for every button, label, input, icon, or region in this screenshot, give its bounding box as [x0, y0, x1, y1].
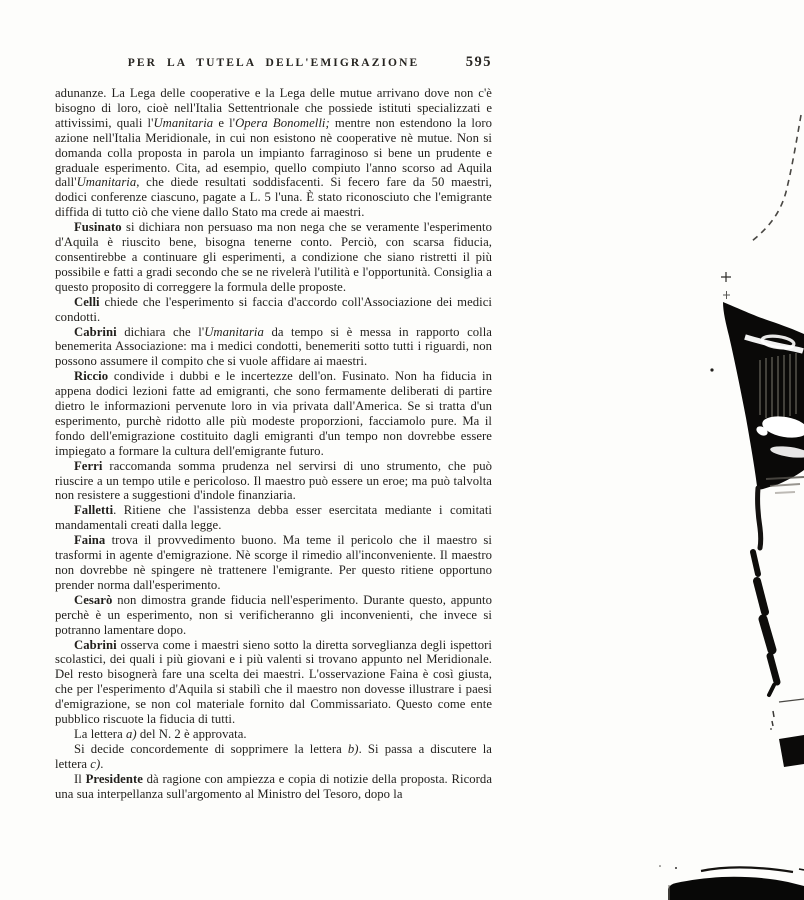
bottom-corner-band-mark [659, 865, 804, 900]
text-segment: dà ragione con ampiezza e copia di notizie della proposta. Ricorda una sua interpellanza sull'argomento al Ministro del Tesoro, dopo la [55, 771, 492, 801]
speaker-name: Faina [74, 533, 106, 548]
speaker-name: Cabrini [74, 324, 117, 339]
text-segment: Si decide concordemente di sopprimere la lettera [74, 741, 348, 756]
text-segment: si dichiara non persuaso ma non nega che se veramente l'esperimento d'Aquila è riuscito bene, bisogna tenerne conto. Perciò, con scarsa fiducia, consentirebbe a continuare gli esperimenti, a condizione che siano ristretti il più possibile e fatti a gradi secondo che se ne rivelerà l'utilità e l'opportunità. Consiglia a questo proposito di correggere la formula delle proposte. [55, 220, 492, 294]
speaker-name: Fusinato [74, 220, 122, 235]
text-segment: condivide i dubbi e le incertezze dell'on. Fusinato. Non ha fiducia in appena dodici lezioni fatte ad emigranti, che sono fermamente deliberati di partire dietro le informazioni pervenute loro in via privata dall'America. Se si tratta d'un esperimento, purchè ridotto alle più modeste proporzioni, facciamolo pure. Ma il fondo dell'emigrazione costituito dagli emigranti d'un tempo non dovrebbe essere impiegato a formare la cultura dell'emigrante futuro. [55, 369, 492, 458]
text-segment: non dimostra grande fiducia nell'esperimento. Durante questo, appunto perchè è un esperimento, non si verificheranno gli inconvenienti, che invece si potranno lamentare dopo. [55, 592, 492, 637]
text-segment: chiede che l'esperimento si faccia d'accordo coll'Associazione dei medici condotti. [55, 294, 492, 324]
vertical-ink-streak-mark [758, 488, 761, 548]
speaker-name: Falletti [74, 503, 114, 518]
diagonal-broken-streak-mark [753, 552, 777, 695]
paragraph [55, 727, 492, 742]
paragraph [55, 533, 492, 593]
small-ink-blot-mark [779, 735, 804, 767]
paragraph [55, 742, 492, 772]
page-number: 595 [465, 54, 492, 70]
speaker-name: Presidente [85, 771, 143, 786]
paragraph [55, 638, 492, 727]
paragraph [55, 593, 492, 638]
paragraph [55, 325, 492, 370]
text-segment: osserva come i maestri sieno sotto la diretta sorveglianza degli ispettori scolastici, dei quali i più giovani e i più valenti si trovano appunto nel Meridionale. Del resto bisognerà fare una scelta dei maestri. L'osservazione Faina è così giusta, che per l'esperimento d'Aquila si stabilì che il maestro non dovesse illustrare i paesi d'emigrazione, se non col materiale fornito dal Commissariato. Questo come ente pubblico riscuote la fiducia di tutti. [55, 637, 492, 727]
text-segment: del N. 2 è approvata. [136, 726, 247, 741]
text-segment: da tempo si è messa in rapporto colla benemerita Associazione: ma i medici condotti, benemeriti sotto tutti i riguardi, non possono assumere il compito che si vuole affidare ai maestri. [55, 324, 492, 369]
book-spine-blob-mark [723, 302, 804, 493]
speaker-name: Riccio [74, 369, 109, 384]
text-segment: , che diede resultati soddisfacenti. Si fecero fare da 50 maestri, dodici conferenze ciascuno, pagate a L. 5 l'una. È stato riconosciuto che l'emigrante diffida di tutto ciò che viene dallo Stato ma crede ai maestri. [55, 175, 492, 220]
paragraph [55, 295, 492, 325]
text-segment: Umanitaria [204, 324, 264, 339]
text-segment: c) [90, 756, 101, 771]
speaker-name: Cabrini [74, 637, 117, 652]
paragraph [55, 369, 492, 458]
text-segment: Il [74, 771, 86, 786]
text-segment: raccomanda somma prudenza nel servirsi di uno strumento, che può riuscire a un tempo utile e pericoloso. Il maestro può essere un eroe; ma può talvolta non resistere a suggestioni d'indole finanziaria. [55, 458, 492, 503]
text-segment: Umanitaria [76, 175, 137, 190]
text-segment: dichiara che l' [116, 324, 205, 339]
text-segment: . Si passa a discutere la lettera [55, 741, 492, 771]
paragraph [55, 86, 492, 220]
speaker-name: Celli [74, 294, 100, 309]
text-segment: a) [125, 726, 137, 741]
paragraph [55, 220, 492, 295]
text-segment: . Ritiene che l'assistenza debba esser esercitata mediante i comitati mandamentali creati dalla legge. [55, 503, 492, 533]
text-block [55, 86, 492, 802]
text-segment: trova il provvedimento buono. Ma teme il pericolo che il maestro si trasformi in agente d'emigrazione. Nè scorge il rimedio all'inconveniente. Il maestro non dovrebbe nè spingere nè trattenere l'emigrante. Per questo ritiene opportuno prender norma dall'esperimento. [55, 533, 492, 592]
running-title: PER LA TUTELA DELL'EMIGRAZIONE [127, 57, 420, 69]
paragraph [55, 459, 492, 504]
paragraph [55, 772, 492, 802]
ink-speck-trail-mark [710, 115, 801, 372]
text-segment: e l' [213, 115, 236, 130]
thin-rule-mark [770, 699, 804, 730]
page-header [55, 54, 492, 77]
text-segment: mentre non estendono la loro azione nell'Italia Meridionale, in cui non esistono nè cooperative nè mutue. Non si domanda colla proposta in parola un impianto farraginoso si bene un prudente e graduale esperimento. Cita, ad esempio, quello compiuto l'anno scorso ad Aquila dall' [55, 115, 493, 190]
speaker-name: Cesarò [74, 592, 113, 607]
text-segment: . [100, 756, 104, 771]
paragraph [55, 503, 492, 533]
text-segment: La lettera [74, 726, 126, 741]
text-segment: adunanze. La Lega delle cooperative e la Lega delle mutue arrivano dove non c'è bisogno di loro, cioè nell'Italia Settentrionale che possiede istituti specializzati e attivissimi, quali l' [55, 86, 492, 130]
speaker-name: Ferri [74, 458, 103, 473]
text-segment: Umanitaria [153, 115, 214, 130]
text-segment: b) [347, 741, 359, 756]
text-segment: Opera Bonomelli; [235, 115, 330, 130]
